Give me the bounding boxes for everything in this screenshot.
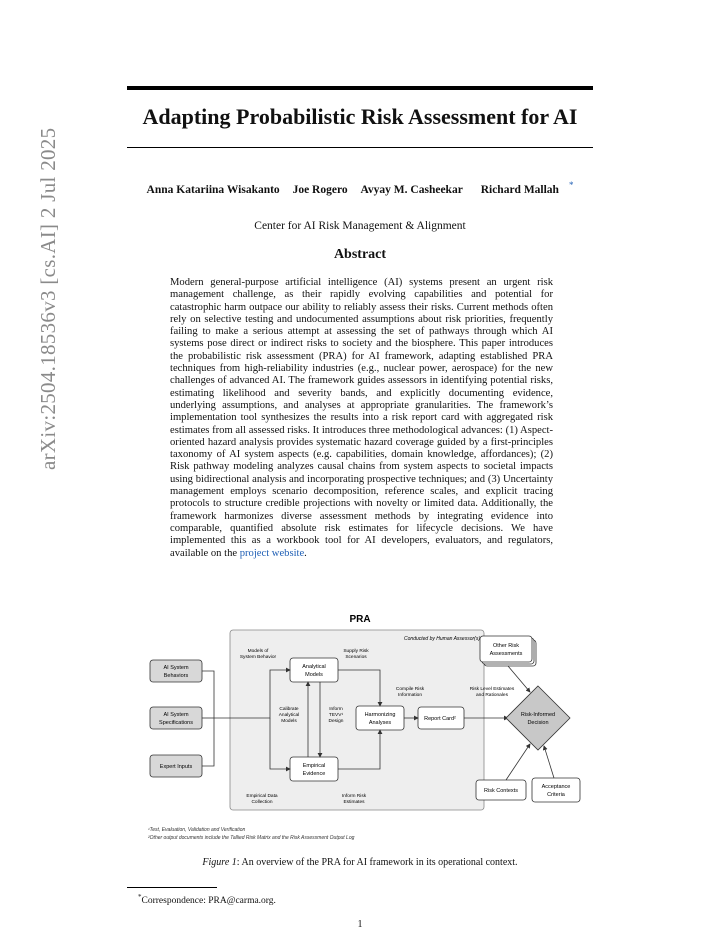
abstract-heading: Abstract bbox=[333, 247, 387, 262]
svg-text:Models: Models bbox=[281, 719, 297, 724]
svg-text:Other Risk: Other Risk bbox=[493, 643, 519, 649]
arxiv-identifier: arXiv:2504.18536v3 [cs.AI] 2 Jul 2025 bbox=[36, 127, 60, 470]
svg-text:Analyses: Analyses bbox=[368, 720, 392, 726]
paper-title: Adapting Probabilistic Risk Assessment for AI bbox=[142, 104, 578, 129]
input-bracket bbox=[202, 671, 214, 766]
svg-text:AI System: AI System bbox=[163, 712, 189, 718]
svg-text:Risk-Informed: Risk-Informed bbox=[520, 712, 556, 718]
figure-1 bbox=[130, 610, 590, 830]
acceptance-criteria-box bbox=[532, 778, 580, 802]
svg-text:Expert Inputs: Expert Inputs bbox=[159, 764, 193, 770]
top-thick-rule bbox=[127, 86, 593, 90]
svg-text:and Rationales: and Rationales bbox=[475, 693, 509, 698]
figure-note: ²Other output documents include the Tallied Risk Matrix and the Risk Assessment Output Log bbox=[148, 835, 355, 841]
other-risk-assessments-box bbox=[480, 636, 536, 666]
empirical-evidence-box bbox=[290, 757, 338, 781]
affiliation: Center for AI Risk Management & Alignment bbox=[254, 220, 466, 232]
author-mark[interactable]: * bbox=[568, 180, 574, 190]
conducted-label: Conducted by Human Assessor(s) bbox=[404, 636, 480, 642]
footnote-rule bbox=[127, 887, 217, 888]
author-name: Avyay M. Casheekar bbox=[360, 183, 463, 196]
label-compile: Compile Risk bbox=[395, 687, 425, 692]
svg-text:Evidence: Evidence bbox=[302, 771, 326, 777]
risk-informed-decision-diamond bbox=[506, 686, 570, 750]
label-inform-risk: Inform Risk bbox=[341, 794, 367, 799]
svg-text:System Behavior: System Behavior bbox=[239, 655, 277, 660]
svg-text:Decision: Decision bbox=[527, 720, 549, 726]
figure-notes bbox=[148, 826, 354, 842]
footnote: *Correspondence: PRA@carma.org. bbox=[138, 893, 276, 907]
svg-text:Behaviors: Behaviors bbox=[163, 673, 189, 679]
author-list bbox=[0, 180, 720, 196]
author-name: Joe Rogero bbox=[292, 183, 348, 196]
risk-contexts-box bbox=[476, 780, 526, 800]
label-risk-level: Risk Level Estimates bbox=[469, 687, 515, 692]
svg-text:Specifications: Specifications bbox=[159, 720, 193, 726]
abstract-body: Modern general-purpose artificial intelligence (AI) systems present an urgent risk management challenge, as their rapidly evolving capabilities and potential for catastrophic harm outpace our ability to reliably assess their risks. Current methods often rely on selective testing and undocumented assumptions about risk priorities, frequently failing to make a serious attempt at assessing the set of pathways through which AI systems pose direct or indirect risks to society and the biosphere. This paper introduces the probabilistic risk assessment (PRA) for AI framework, adapting established PRA techniques from high-reliability industries (e.g., nuclear power, aerospace) for the new challenges of advanced AI. The framework guides assessors in identifying potential risks, estimating likelihood and severity bands, and explicitly documenting evidence, underlying assumptions, and analyses at appropriate granularities. The framework’s implementation tool synthesizes the results into a risk report card with aggregated risk estimates from all assessed risks. It introduces three methodological advances: (1) Aspect-oriented hazard analysis provides systematic hazard coverage guided by a first-principles taxonomy of AI system aspects (e.g. capabilities, domain knowledge, affordances); (2) Risk pathway modeling analyzes causal chains from system aspects to societal impacts using bidirectional analysis and incorporating prospective techniques; and (3) Uncertainty management employs scenario decomposition, reference scales, and explicit tracing protocols to structure credible projections with novelty or limited data. Additionally, the framework harmonizes diverse assessment methods by integrating evidence into comparable, quantified absolute risk estimates for lifecycle decisions. We have implemented this as a workbook tool for AI developers, evaluators, and regulators, available on the project website. bbox=[170, 277, 553, 559]
svg-text:Models: Models bbox=[305, 672, 323, 678]
svg-text:Design: Design bbox=[328, 719, 344, 724]
figure-caption: Figure 1: An overview of the PRA for AI framework in its operational context. bbox=[202, 857, 518, 868]
figure-title: PRA bbox=[349, 614, 371, 625]
svg-text:Assessments: Assessments bbox=[489, 651, 523, 657]
svg-text:Criteria: Criteria bbox=[547, 792, 565, 798]
title-bottom-rule bbox=[127, 147, 593, 148]
svg-text:Information: Information bbox=[398, 693, 422, 698]
svg-text:TEVV¹: TEVV¹ bbox=[328, 713, 344, 718]
svg-text:Risk Contexts: Risk Contexts bbox=[484, 788, 518, 794]
input-ai-system-behaviors bbox=[150, 660, 202, 682]
svg-text:Analytical: Analytical bbox=[278, 713, 300, 718]
svg-text:Collection: Collection bbox=[251, 800, 273, 805]
page-number: 1 bbox=[357, 919, 363, 930]
report-card-box bbox=[418, 707, 464, 729]
svg-text:AI System: AI System bbox=[163, 665, 189, 671]
svg-text:Harmonizing: Harmonizing bbox=[364, 712, 396, 718]
svg-text:Report Card²: Report Card² bbox=[424, 716, 456, 722]
figure-note: ¹Test, Evaluation, Validation and Verification bbox=[148, 827, 246, 833]
author-name: Richard Mallah * bbox=[480, 180, 574, 196]
label-empirical-data: Empirical Data bbox=[246, 794, 278, 799]
input-ai-system-specifications bbox=[150, 707, 202, 729]
svg-text:Scenarios: Scenarios bbox=[345, 655, 367, 660]
label-inform-tevv: Inform bbox=[329, 707, 343, 712]
project-website-link[interactable]: project website bbox=[239, 547, 305, 559]
arrow-contexts-decision bbox=[506, 744, 530, 780]
input-expert-inputs bbox=[150, 755, 202, 777]
arrow-criteria-decision bbox=[544, 746, 554, 778]
label-models-of: Models of bbox=[247, 649, 269, 654]
svg-text:Estimates: Estimates bbox=[343, 800, 365, 805]
label-calibrate: Calibrate bbox=[279, 707, 299, 712]
svg-text:Acceptance: Acceptance bbox=[541, 784, 571, 790]
svg-text:Empirical: Empirical bbox=[302, 763, 326, 769]
label-supply: Supply Risk bbox=[343, 649, 369, 654]
abstract-text: Modern general-purpose artificial intelligence (AI) systems present an urgent risk management challenge, as their rapidly evolving capabilities and potential for catastrophic harm outpace our ability to reliably assess their risks. Current methods often rely on selective testing and undocumented assumptions about risk priorities, frequently failing to make a serious attempt at assessing the set of pathways through which AI systems pose direct or indirect risks to society and the biosphere. This paper introduces the probabilistic risk assessment (PRA) for AI framework, adapting established PRA techniques from high-reliability industries (e.g., nuclear power, aerospace) for the new challenges of advanced AI. The framework guides assessors in identifying potential risks, estimating likelihood and severity bands, and explicitly documenting evidence, underlying assumptions, and analyses at appropriate granularities. The framework’s implementation tool synthesizes the results into a risk report card with aggregated risk estimates from all assessed risks. It introduces three methodological advances: (1) Aspect-oriented hazard analysis provides systematic hazard coverage guided by a first-principles taxonomy of AI system aspects (e.g. capabilities, domain knowledge, affordances); (2) Risk pathway modeling analyzes causal chains from system aspects to societal impacts using bidirectional analysis and incorporating prospective techniques; and (3) Uncertainty management employs scenario decomposition, reference scales, and explicit tracing protocols to structure credible projections with novelty or limited data. Additionally, the framework harmonizes diverse assessment methods by integrating evidence into comparable, quantified absolute risk estimates for lifecycle decisions. We have implemented this as a workbook tool for AI developers, evaluators, and regulators, available on the bbox=[170, 277, 553, 559]
harmonizing-analyses-box bbox=[356, 706, 404, 730]
author-name: Anna Katariina Wisakanto bbox=[146, 183, 280, 196]
svg-text:Analytical: Analytical bbox=[302, 664, 326, 670]
analytical-models-box bbox=[290, 658, 338, 682]
